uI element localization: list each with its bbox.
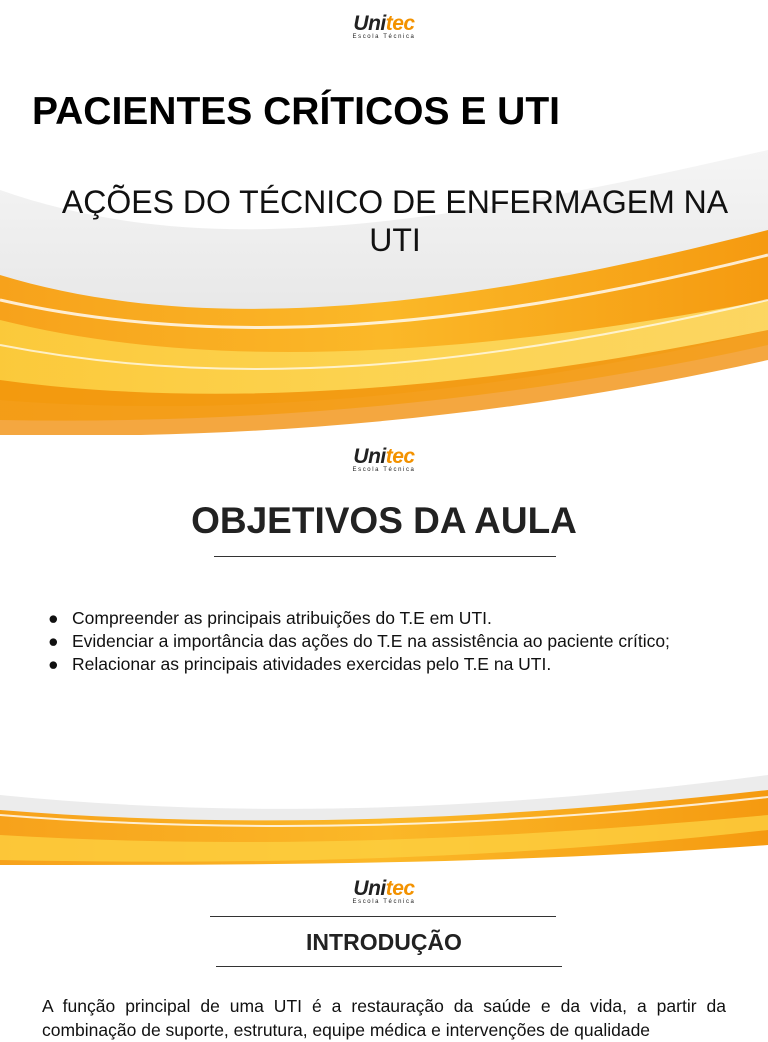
list-item: ● Compreender as principais atribuições do T.E em UTI. — [48, 608, 492, 628]
title-divider — [214, 556, 556, 557]
orange-wave-decoration — [0, 765, 768, 865]
title-divider-bottom — [216, 966, 562, 967]
section-title-objetivos: OBJETIVOS DA AULA — [191, 500, 577, 541]
list-item: ● Evidenciar a importância das ações do T.E na assistência ao paciente crítico; — [48, 631, 670, 651]
slide-1 — [0, 0, 768, 435]
bullet-icon: ● — [48, 631, 59, 651]
unitec-logo: Unitec Escola Técnica — [352, 445, 416, 473]
bullet-icon: ● — [48, 608, 59, 628]
intro-paragraph: A função principal de uma UTI é a restauração da saúde e da vida, a partir da combinação de suporte, estrutura, equipe médica e intervenções de qualidade — [42, 996, 726, 1040]
objectives-list — [48, 607, 725, 676]
bullet-icon: ● — [48, 654, 59, 674]
title-divider-top — [210, 916, 556, 917]
list-item: ● Relacionar as principais atividades exercidas pelo T.E na UTI. — [48, 654, 552, 674]
page-title: PACIENTES CRÍTICOS E UTI — [32, 90, 560, 133]
unitec-logo: Unitec Escola Técnica — [352, 12, 416, 40]
page-subtitle: AÇÕES DO TÉCNICO DE ENFERMAGEM NA UTI — [61, 184, 729, 258]
section-title-introducao: INTRODUÇÃO — [306, 929, 462, 955]
unitec-logo: Unitec Escola Técnica — [352, 877, 416, 905]
